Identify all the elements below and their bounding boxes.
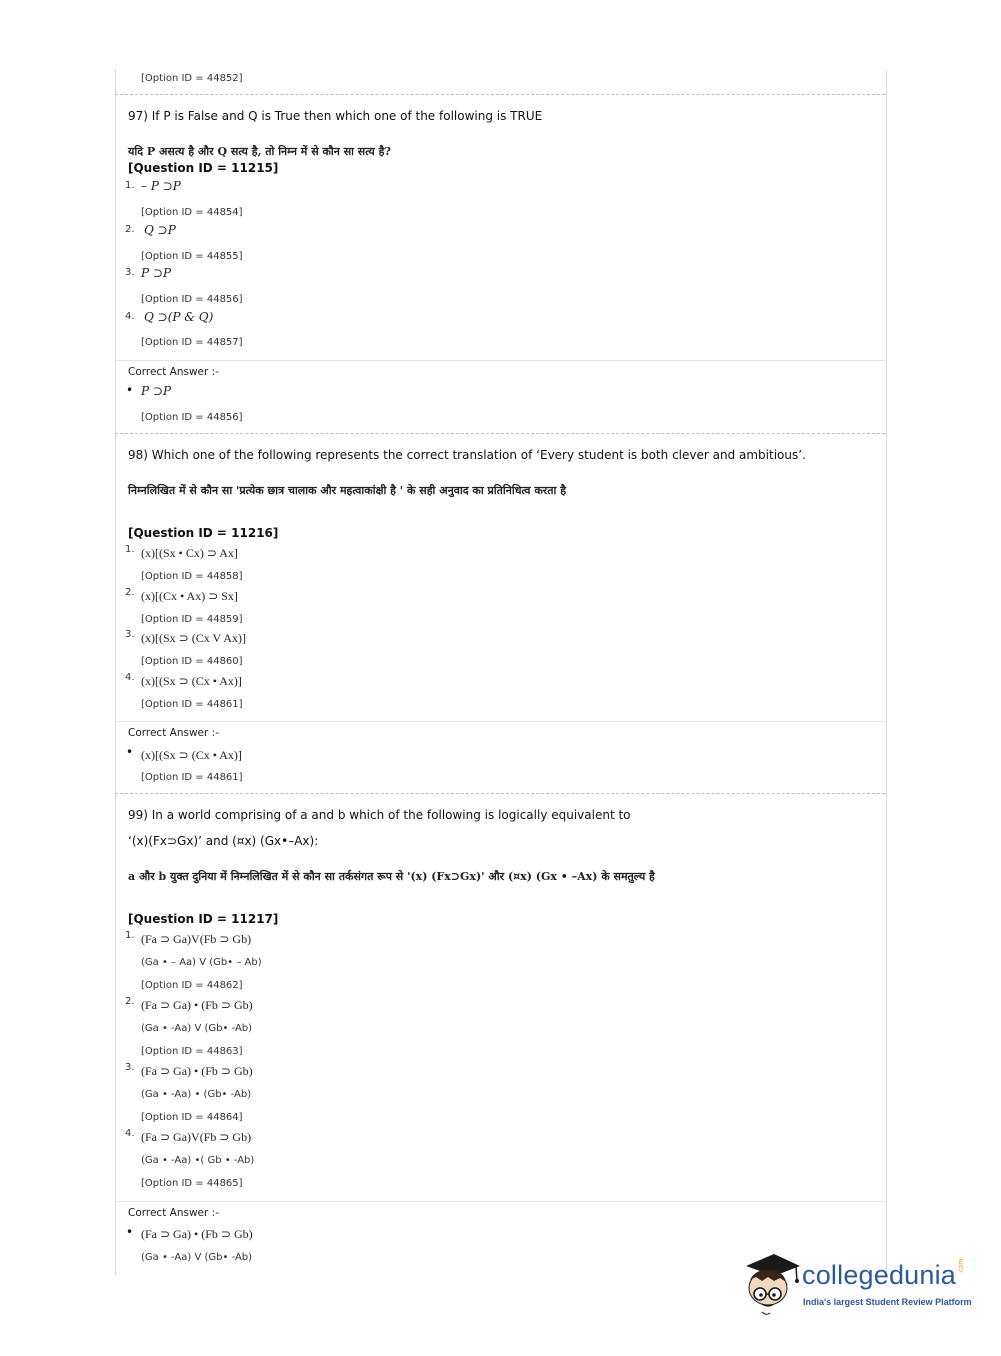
option-id: [Option ID = 44861] bbox=[141, 699, 243, 710]
option-id: [Option ID = 44856] bbox=[141, 294, 243, 305]
option-number: 1. bbox=[125, 180, 135, 191]
correct-answer-label: Correct Answer :- bbox=[128, 1207, 219, 1219]
logo-domain: .com bbox=[958, 1258, 965, 1274]
option-text: (x)[(Sx ⊃ (Cx V Ax)] bbox=[141, 631, 246, 645]
question-id: [Question ID = 11215] bbox=[128, 161, 279, 175]
option-text: (Fa ⊃ Ga)V(Fb ⊃ Gb) bbox=[141, 932, 252, 946]
option-subtext: (Ga • -Aa) V (Gb• -Ab) bbox=[141, 1023, 253, 1034]
option-text: (x)[(Sx ⊃ (Cx • Ax)] bbox=[141, 674, 242, 688]
question-title: 98) Which one of the following represents the correct translation of ‘Every student is both clever and ambitious’. bbox=[128, 448, 806, 462]
mascot-icon bbox=[742, 1250, 802, 1320]
option-text: (x)[(Cx • Ax) ⊃ Sx] bbox=[141, 589, 238, 603]
correct-answer-label: Correct Answer :- bbox=[128, 727, 219, 739]
option-id: [Option ID = 44863] bbox=[141, 1046, 243, 1057]
correct-answer-subtext: (Ga • -Aa) V (Gb• -Ab) bbox=[141, 1252, 253, 1263]
option-subtext: (Ga • -Aa) • (Gb• -Ab) bbox=[141, 1089, 252, 1100]
option-id: [Option ID = 44862] bbox=[141, 980, 243, 991]
option-id: [Option ID = 44857] bbox=[141, 337, 243, 348]
option-number: 4. bbox=[125, 311, 135, 322]
correct-answer-label: Correct Answer :- bbox=[128, 366, 219, 378]
answer-divider bbox=[115, 1201, 885, 1202]
option-text: P ⊃P bbox=[141, 266, 172, 280]
question-divider bbox=[115, 94, 885, 95]
option-id: [Option ID = 44854] bbox=[141, 207, 243, 218]
logo-tagline: India's largest Student Review Platform bbox=[803, 1297, 972, 1307]
option-text: – P ⊃P bbox=[141, 179, 181, 193]
option-text: (Fa ⊃ Ga) • (Fb ⊃ Gb) bbox=[141, 1064, 253, 1078]
option-id: [Option ID = 44856] bbox=[141, 412, 243, 423]
question-id: [Question ID = 11216] bbox=[128, 526, 279, 540]
logo-wordmark: collegedunia bbox=[802, 1260, 957, 1290]
bullet-icon: • bbox=[126, 1225, 134, 1239]
question-hindi: a और b युक्त दुनिया में निम्नलिखित में से कौन सा तर्कसंगत रूप से '(x) (Fx⊃Gx)' और (¤x) (Gx • –Ax) के समतुल्य है bbox=[128, 870, 655, 883]
question-title: 99) In a world comprising of a and b which of the following is logically equivalent to bbox=[128, 808, 631, 822]
option-number: 3. bbox=[125, 629, 135, 640]
bullet-icon: • bbox=[126, 745, 134, 759]
bullet-icon: • bbox=[126, 383, 134, 397]
option-text: Q ⊃(P & Q) bbox=[144, 310, 214, 324]
question-hindi: निम्नलिखित में से कौन सा 'प्रत्येक छात्र चालाक और महत्वाकांक्षी है ' के सही अनुवाद का प्रतिनिधित्व करता है bbox=[128, 484, 567, 497]
option-number: 4. bbox=[125, 672, 135, 683]
option-number: 3. bbox=[125, 1062, 135, 1073]
answer-divider bbox=[115, 360, 885, 361]
option-text: (x)[(Sx • Cx) ⊃ Ax] bbox=[141, 546, 238, 560]
option-id: [Option ID = 44858] bbox=[141, 571, 243, 582]
option-text: (Fa ⊃ Ga)V(Fb ⊃ Gb) bbox=[141, 1130, 252, 1144]
question-id: [Question ID = 11217] bbox=[128, 912, 279, 926]
option-number: 4. bbox=[125, 1128, 135, 1139]
option-id: [Option ID = 44859] bbox=[141, 614, 243, 625]
option-text: (Fa ⊃ Ga) • (Fb ⊃ Gb) bbox=[141, 998, 253, 1012]
option-id: [Option ID = 44860] bbox=[141, 656, 243, 667]
question-hindi: यदि P असत्य है और Q सत्य है, तो निम्न में से कौन सा सत्य है? bbox=[128, 145, 391, 158]
correct-answer-text: (x)[(Sx ⊃ (Cx • Ax)] bbox=[141, 748, 242, 762]
option-id: [Option ID = 44861] bbox=[141, 772, 243, 783]
answer-divider bbox=[115, 721, 885, 722]
option-id: [Option ID = 44865] bbox=[141, 1178, 243, 1189]
option-id: [Option ID = 44852] bbox=[141, 73, 243, 84]
option-id: [Option ID = 44855] bbox=[141, 251, 243, 262]
correct-answer-text: P ⊃P bbox=[141, 384, 172, 398]
option-subtext: (Ga • – Aa) V (Gb• – Ab) bbox=[141, 957, 262, 968]
option-number: 2. bbox=[125, 224, 135, 235]
question-title: 97) If P is False and Q is True then which one of the following is TRUE bbox=[128, 109, 543, 123]
option-id: [Option ID = 44864] bbox=[141, 1112, 243, 1123]
correct-answer-text: (Fa ⊃ Ga) • (Fb ⊃ Gb) bbox=[141, 1227, 253, 1241]
option-number: 3. bbox=[125, 267, 135, 278]
option-number: 2. bbox=[125, 587, 135, 598]
option-number: 2. bbox=[125, 996, 135, 1007]
option-text: Q ⊃P bbox=[144, 223, 176, 237]
question-divider bbox=[115, 793, 885, 794]
option-number: 1. bbox=[125, 544, 135, 555]
option-number: 1. bbox=[125, 930, 135, 941]
collegedunia-logo[interactable] bbox=[742, 1250, 972, 1320]
question-title-line2: ‘(x)(Fx⊃Gx)’ and (¤x) (Gx•–Ax): bbox=[128, 834, 319, 848]
question-divider bbox=[115, 433, 885, 434]
option-subtext: (Ga • -Aa) •( Gb • -Ab) bbox=[141, 1155, 255, 1166]
